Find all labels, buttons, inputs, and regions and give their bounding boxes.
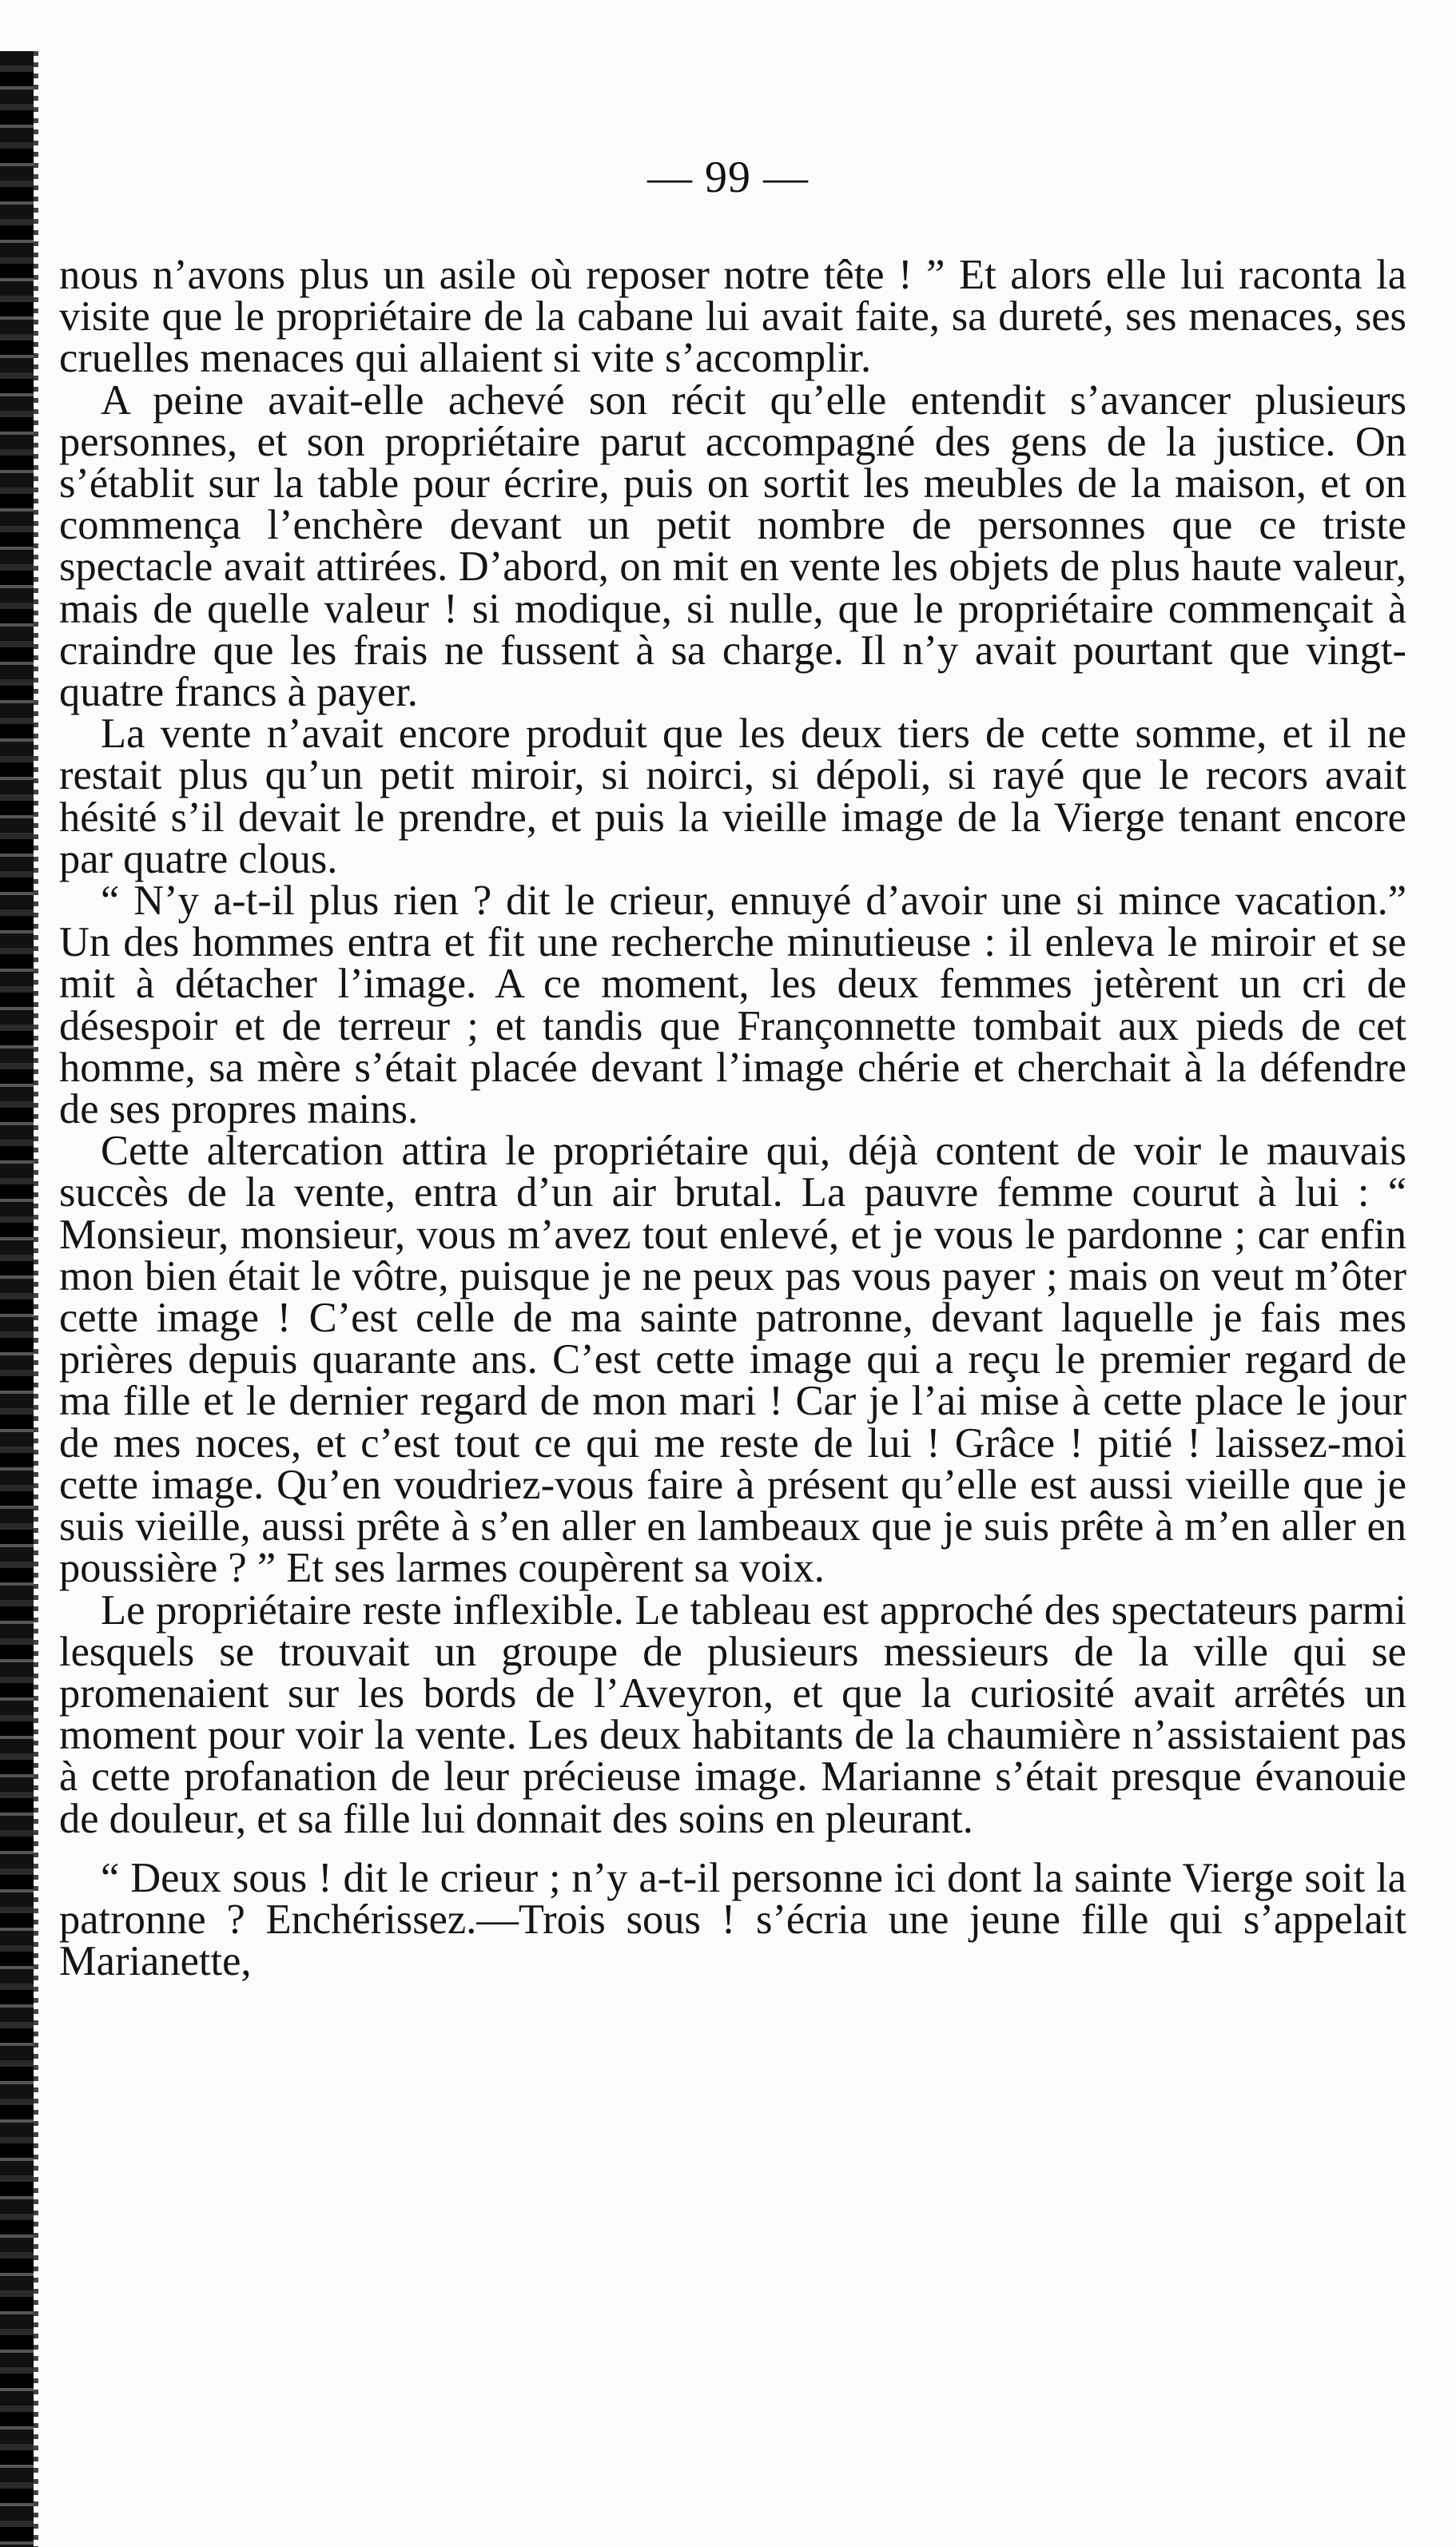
- body-text: [59, 252, 1406, 1985]
- book-binding-edge: [0, 51, 34, 2547]
- paragraph-4: “ N’y a-t-il plus rien ? dit le crieur, ennuyé d’avoir une si mince vacation.” Un des hommes entra et fit une recherche minutieuse : il enleva le miroir et se mit à détacher l’image. A ce moment, les deux femmes jetèrent un cri de désespoir et de terreur ; et tandis que Françonnette tombait aux pieds de cet homme, sa mère s’était placée devant l’image chérie et cherchait à la défendre de ses propres mains.: [59, 878, 1406, 1133]
- paragraph-2: A peine avait-elle achevé son récit qu’elle entendit s’avancer plusieurs personnes, et son propriétaire parut accompagné des gens de la justice. On s’établit sur la table pour écrire, puis on sortit les meubles de la maison, et on commença l’enchère devant un petit nombre de personnes que ce triste spectacle avait attirées. D’abord, on mit en vente les objets de plus haute valeur, mais de quelle valeur ! si modique, si nulle, que le propriétaire commençait à craindre que les frais ne fussent à sa charge. Il n’y avait pourtant que vingt-quatre francs à payer.: [59, 376, 1406, 716]
- paragraph-7: “ Deux sous ! dit le crieur ; n’y a-t-il personne ici dont la sainte Vierge soit la patronne ? Enchérissez.—Trois sous ! s’écria une jeune fille qui s’appelait Marianette,: [59, 1854, 1406, 1985]
- paragraph-5: Cette altercation attira le propriétaire qui, déjà content de voir le mauvais succès de la vente, entra d’un air brutal. La pauvre femme courut à lui : “ Monsieur, monsieur, vous m’avez tout enlevé, et je vous le pardonne ; car enfin mon bien était le vôtre, puisque je ne peux pas vous payer ; mais on veut m’ôter cette image ! C’est celle de ma sainte patronne, devant laquelle je fais mes prières depuis quarante ans. C’est cette image qui a reçu le premier regard de ma fille et le dernier regard de mon mari ! Car je l’ai mise à cette place le jour de mes noces, et c’est tout ce qui me reste de lui ! Grâce ! pitié ! laissez-moi cette image. Qu’en voudriez-vous faire à présent qu’elle est aussi vieille que je suis vieille, aussi prête à s’en aller en lambeaux que je suis prête à m’en aller en poussière ? ” Et ses larmes coupèrent sa voix.: [59, 1128, 1406, 1592]
- paragraph-6: Le propriétaire reste inflexible. Le tableau est approché des spectateurs parmi lesquels se trouvait un groupe de plusieurs messieurs de la ville qui se promenaient sur les bords de l’Aveyron, et que la curiosité avait arrêtés un moment pour voir la vente. Les deux habitants de la chaumière n’assistaient pas à cette profanation de leur précieuse image. Marianne s’était presque évanouie de douleur, et sa fille lui donnait des soins en pleurant.: [59, 1586, 1406, 1842]
- paragraph-1: nous n’avons plus un asile où reposer notre tête ! ” Et alors elle lui raconta la visite que le propriétaire de la cabane lui avait faite, sa dureté, ses menaces, ses cruelles menaces qui allaient si vite s’accomplir.: [59, 252, 1406, 382]
- paragraph-3: La vente n’avait encore produit que les deux tiers de cette somme, et il ne restait plus qu’un petit miroir, si noirci, si dépoli, si rayé que le recors avait hésité s’il devait le prendre, et puis la vieille image de la Vierge tenant encore par quatre clous.: [59, 710, 1406, 882]
- page-number: — 99 —: [647, 153, 809, 202]
